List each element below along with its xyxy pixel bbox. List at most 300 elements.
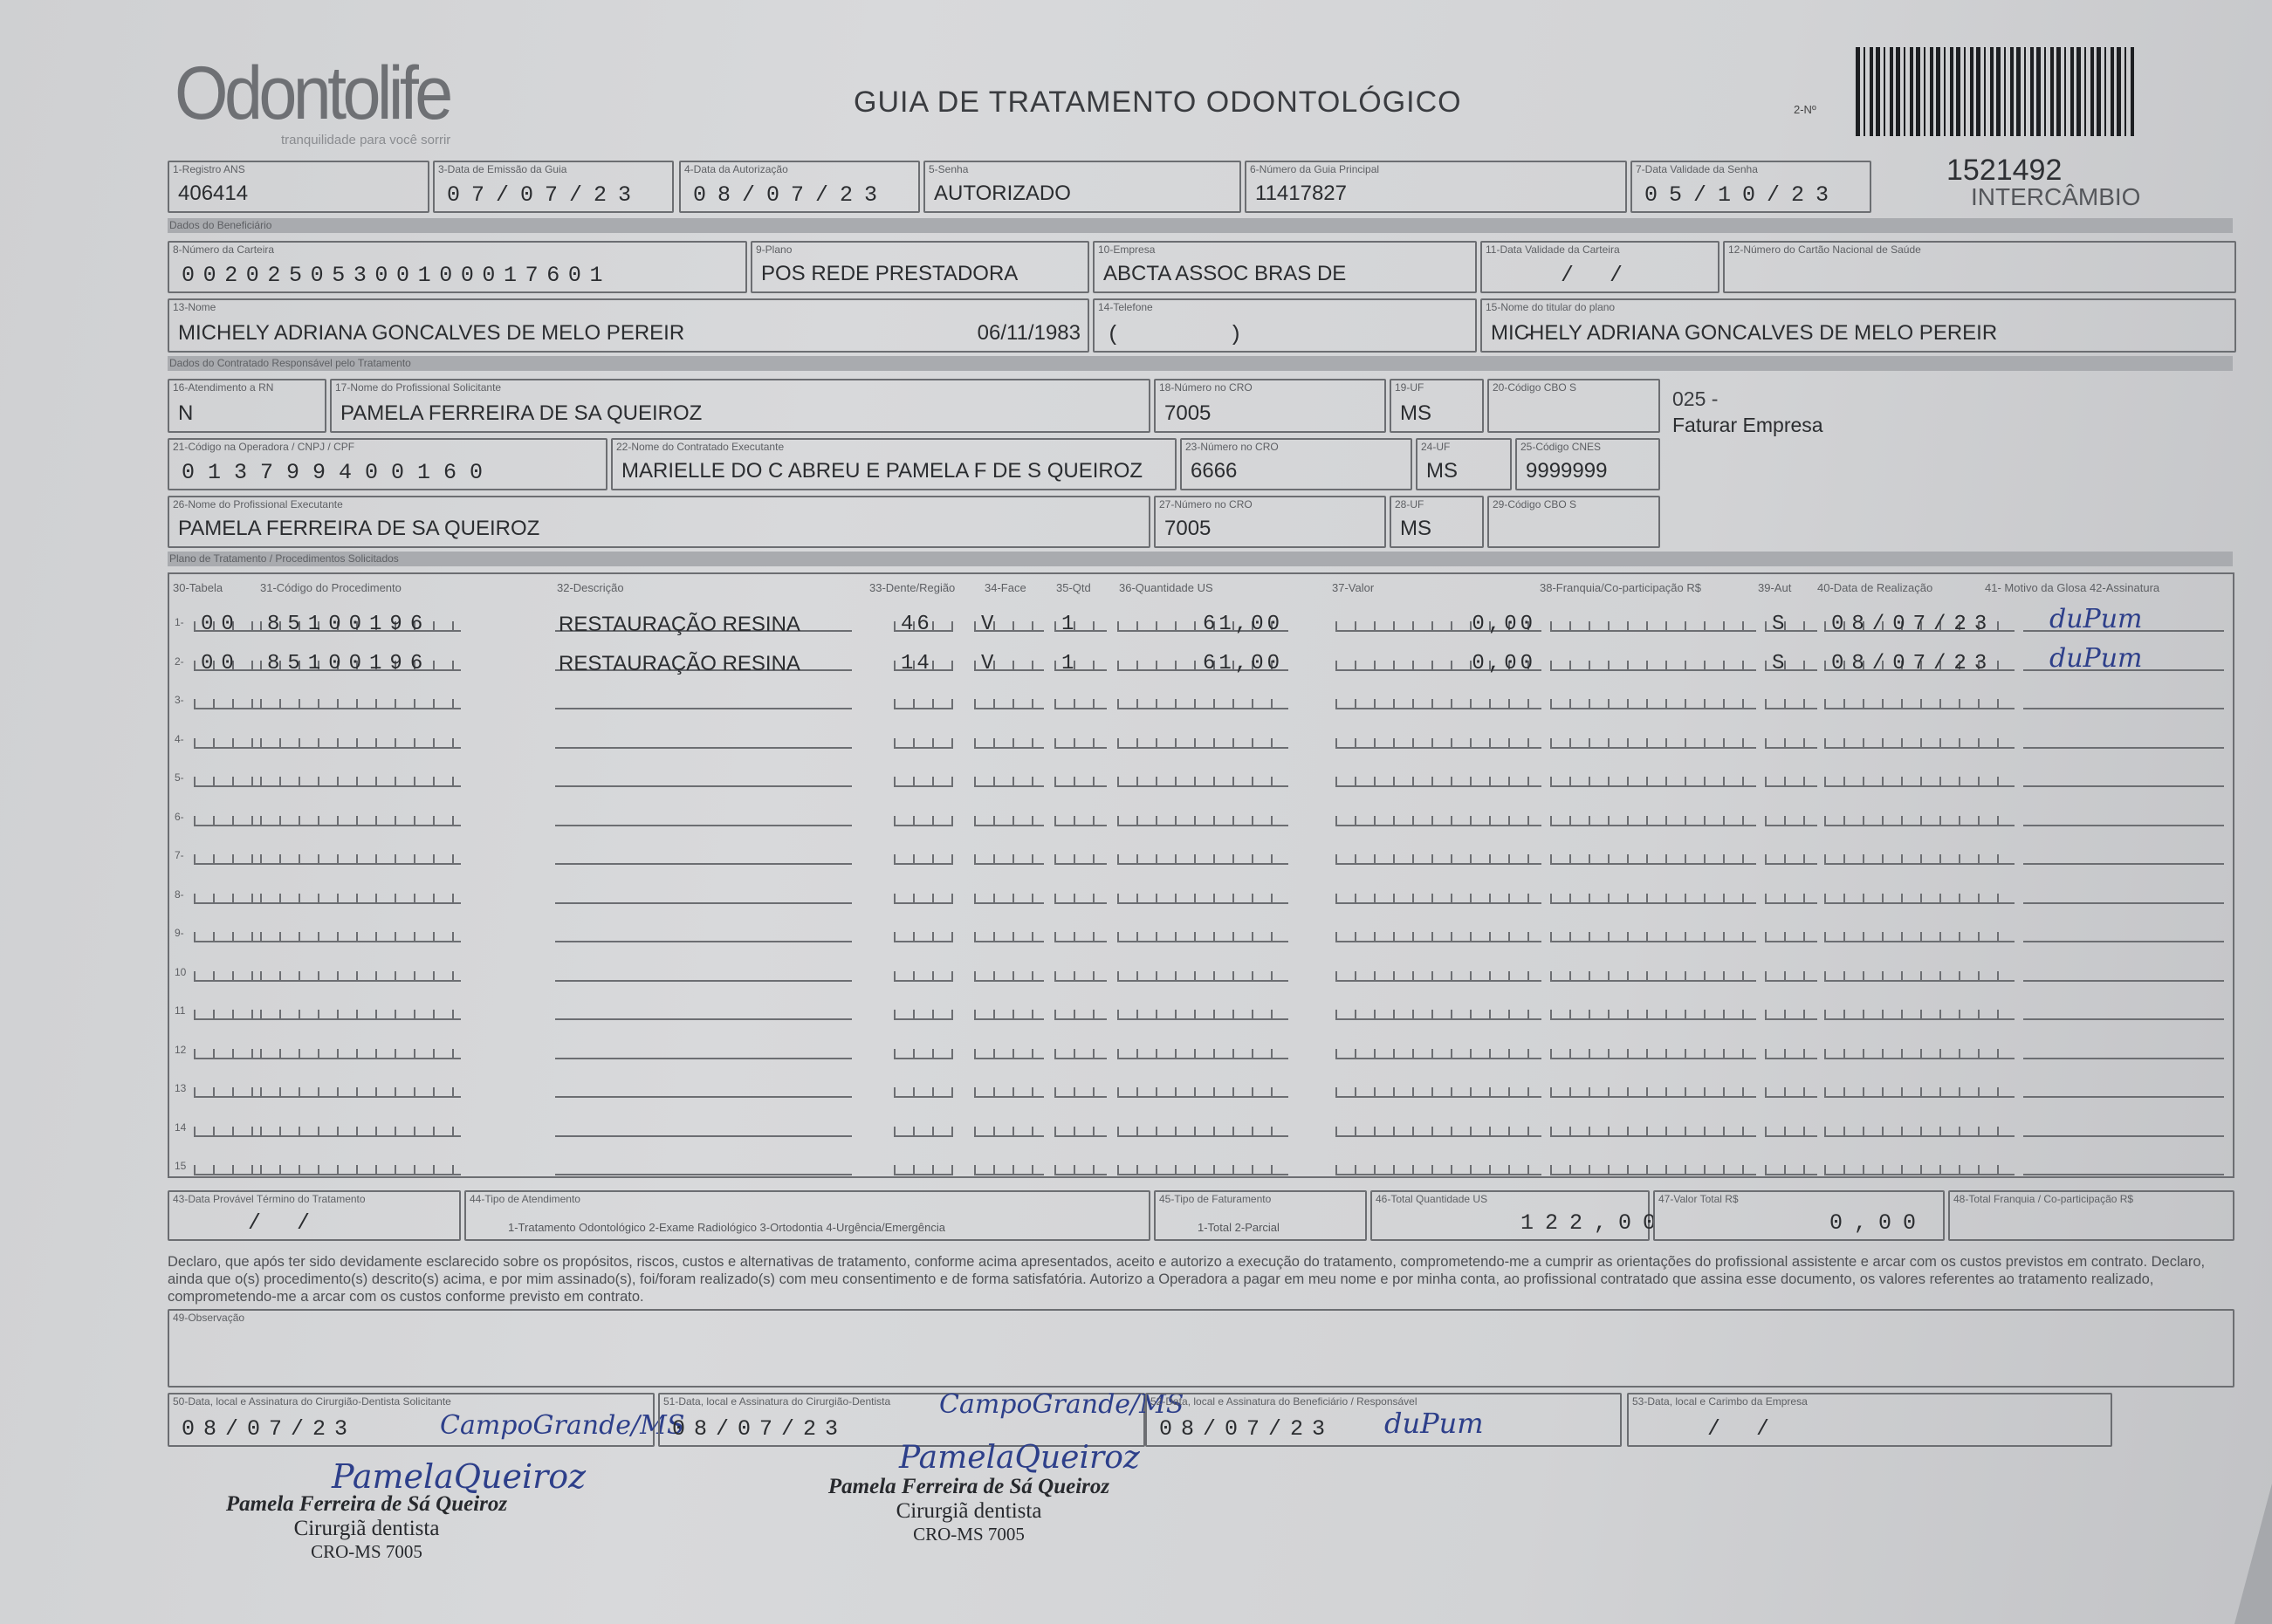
cell-tooth[interactable]: [894, 883, 953, 904]
cell-value: 46: [901, 613, 933, 636]
cell-desc[interactable]: [555, 689, 852, 709]
cell-sign[interactable]: [2023, 999, 2224, 1020]
cell-tooth[interactable]: [894, 922, 953, 942]
col-description: 32-Descrição: [557, 581, 624, 594]
cell-tooth[interactable]: [894, 1038, 953, 1059]
cell-value: 00: [201, 613, 242, 636]
field-value: 00202505300100017601: [182, 263, 612, 288]
cell-code[interactable]: [260, 922, 461, 942]
cell-date[interactable]: [1824, 689, 2015, 709]
field-label: 28-UF: [1395, 498, 1424, 510]
cell-tooth[interactable]: [894, 611, 953, 636]
cell-desc[interactable]: [555, 922, 852, 942]
cell-sign[interactable]: [2023, 689, 2224, 709]
field-health-card[interactable]: [1723, 241, 2236, 293]
field-billing-type[interactable]: [1154, 1190, 1367, 1241]
col-qty: 35-Qtd: [1056, 581, 1091, 594]
cell-face[interactable]: [974, 611, 1044, 636]
field-company[interactable]: [1093, 241, 1477, 293]
field-ans-registry[interactable]: [168, 161, 429, 213]
field-label: 50-Data, local e Assinatura do Cirurgião-Dentista Solicitante: [173, 1395, 451, 1408]
cell-table[interactable]: [194, 805, 264, 826]
cell-date[interactable]: [1824, 961, 2015, 982]
cell-date[interactable]: [1824, 883, 2015, 904]
field-value: 1-Tratamento Odontológico 2-Exame Radiológico 3-Ortodontia 4-Urgência/Emergência: [508, 1221, 945, 1234]
cell-table[interactable]: [194, 961, 264, 982]
cell-face[interactable]: [974, 961, 1044, 982]
cell-value[interactable]: [1335, 883, 1541, 904]
billing-mode: Faturar Empresa: [1672, 414, 1823, 436]
cell-copay[interactable]: [1550, 805, 1756, 826]
cell-table[interactable]: [194, 844, 264, 865]
cell-value[interactable]: [1335, 1077, 1541, 1098]
col-gloss-signature: 41- Motivo da Glosa 42-Assinatura: [1985, 581, 2160, 594]
cell-value[interactable]: [1335, 728, 1541, 749]
cell-qty[interactable]: [1054, 766, 1107, 787]
cell-face[interactable]: [974, 728, 1044, 749]
stamp-role: Cirurgiã dentista: [293, 1517, 440, 1540]
field-beneficiary-name[interactable]: [168, 298, 1089, 353]
cell-desc[interactable]: [555, 1077, 852, 1098]
cell-date[interactable]: [1824, 1155, 2015, 1175]
field-executing-contractor[interactable]: [611, 438, 1177, 490]
cell-value[interactable]: [1335, 805, 1541, 826]
cell-desc[interactable]: [555, 1155, 852, 1175]
cell-us[interactable]: [1117, 728, 1288, 749]
cell-sign[interactable]: [2023, 922, 2224, 942]
field-cro-number[interactable]: [1154, 379, 1386, 433]
table-row: [168, 600, 2233, 635]
field-label: 8-Número da Carteira: [173, 243, 275, 256]
cell-code[interactable]: [260, 728, 461, 749]
cell-code[interactable]: [260, 611, 461, 636]
field-password-validity[interactable]: [1630, 161, 1871, 213]
field-label: 6-Número da Guia Principal: [1250, 163, 1380, 175]
cell-value: 1: [1061, 613, 1078, 636]
cell-code[interactable]: [260, 1038, 461, 1059]
cell-date[interactable]: [1824, 999, 2015, 1020]
table-row: [168, 1144, 2233, 1179]
cell-aut[interactable]: [1765, 766, 1817, 787]
cell-desc[interactable]: [555, 999, 852, 1020]
row-number: 7-: [175, 849, 184, 861]
stamp-cro: CRO-MS 7005: [913, 1524, 1025, 1545]
cell-desc[interactable]: [555, 883, 852, 904]
field-label: 46-Total Quantidade US: [1376, 1193, 1488, 1205]
cell-aut[interactable]: [1765, 689, 1817, 709]
field-label: 19-UF: [1395, 381, 1424, 394]
cell-code[interactable]: [260, 961, 461, 982]
field-label: 7-Data Validade da Senha: [1636, 163, 1758, 175]
field-cbo-2[interactable]: [1487, 496, 1660, 548]
cell-aut[interactable]: [1765, 728, 1817, 749]
cell-tooth[interactable]: [894, 961, 953, 982]
cell-face[interactable]: [974, 689, 1044, 709]
cell-value: 1: [1061, 651, 1078, 675]
cell-qty[interactable]: [1054, 689, 1107, 709]
cell-sign[interactable]: [2023, 805, 2224, 826]
cell-value: 85100196: [267, 651, 431, 675]
cell-us[interactable]: [1117, 650, 1288, 675]
field-label: 24-UF: [1421, 441, 1451, 453]
field-uf-3[interactable]: [1390, 496, 1484, 548]
cell-copay[interactable]: [1550, 1038, 1756, 1059]
cell-sign[interactable]: [2023, 961, 2224, 982]
cell-value: 08/07/23: [1831, 651, 1995, 675]
field-total-us[interactable]: [1370, 1190, 1668, 1241]
cell-us[interactable]: [1117, 689, 1288, 709]
cell-aut[interactable]: [1765, 611, 1817, 636]
field-label: 51-Data, local e Assinatura do Cirurgião-Dentista: [663, 1395, 891, 1408]
guide-number-label: 2-Nº: [1794, 103, 1816, 116]
field-holder-name[interactable]: [1480, 298, 2236, 353]
barcode: [1856, 47, 2137, 136]
table-row: [168, 911, 2233, 946]
cell-code[interactable]: [260, 650, 461, 675]
field-label: 16-Atendimento a RN: [173, 381, 274, 394]
row-number: 8-: [175, 887, 184, 901]
cell-desc[interactable]: [555, 844, 852, 865]
field-attendance-type[interactable]: [464, 1190, 1150, 1241]
cell-face[interactable]: [974, 650, 1044, 675]
row-number: 9-: [175, 927, 184, 939]
cell-qty[interactable]: [1054, 844, 1107, 865]
row-number: 15: [175, 1160, 187, 1172]
signature-place: CampoGrande/MS: [440, 1410, 685, 1441]
cell-aut[interactable]: [1765, 883, 1817, 904]
cell-us[interactable]: [1117, 1116, 1288, 1137]
field-label: 13-Nome: [173, 301, 216, 313]
cell-value[interactable]: [1335, 922, 1541, 942]
field-label: 17-Nome do Profissional Solicitante: [335, 381, 502, 394]
table-row: [168, 833, 2233, 868]
cell-value[interactable]: [1335, 650, 1541, 675]
cell-us[interactable]: [1117, 1077, 1288, 1098]
cell-aut[interactable]: [1765, 1038, 1817, 1059]
cell-aut[interactable]: [1765, 999, 1817, 1020]
field-card-number[interactable]: [168, 241, 747, 293]
table-row: [168, 795, 2233, 830]
cell-table[interactable]: [194, 1155, 264, 1175]
cell-copay[interactable]: [1550, 1155, 1756, 1175]
cell-sign[interactable]: [2023, 844, 2224, 865]
cell-copay[interactable]: [1550, 611, 1756, 632]
cell-code[interactable]: [260, 1077, 461, 1098]
cell-value[interactable]: [1335, 766, 1541, 787]
field-value: 7005: [1164, 401, 1212, 425]
cell-face[interactable]: [974, 805, 1044, 826]
field-value: 08/07/23: [693, 182, 889, 208]
cell-qty[interactable]: [1054, 1116, 1107, 1137]
cell-date[interactable]: [1824, 1116, 2015, 1137]
field-value: MS: [1426, 459, 1458, 483]
cell-us[interactable]: [1117, 844, 1288, 865]
cell-us[interactable]: [1117, 999, 1288, 1020]
field-card-validity[interactable]: [1480, 241, 1719, 293]
field-cnes[interactable]: [1515, 438, 1660, 490]
field-requesting-signature[interactable]: [168, 1393, 685, 1447]
cell-code[interactable]: [260, 844, 461, 865]
cell-qty[interactable]: [1054, 1038, 1107, 1059]
cell-code[interactable]: [260, 999, 461, 1020]
cell-date[interactable]: [1824, 728, 2015, 749]
field-value: MS: [1400, 401, 1431, 425]
cell-value: 14: [901, 651, 933, 675]
field-executing-professional[interactable]: [168, 496, 1150, 548]
field-uf[interactable]: [1390, 379, 1484, 433]
cell-date[interactable]: [1824, 805, 2015, 826]
cell-code[interactable]: [260, 883, 461, 904]
cell-copay[interactable]: [1550, 766, 1756, 787]
cell-aut[interactable]: [1765, 922, 1817, 942]
cell-tooth[interactable]: [894, 728, 953, 749]
cell-us[interactable]: [1117, 961, 1288, 982]
dentist-stamp-1: [218, 1492, 515, 1563]
cell-copay[interactable]: [1550, 1116, 1756, 1137]
cell-sign[interactable]: [2023, 766, 2224, 787]
section-title: Plano de Tratamento / Procedimentos Solicitados: [169, 552, 399, 565]
cell-copay[interactable]: [1550, 844, 1756, 865]
cell-qty[interactable]: [1054, 805, 1107, 826]
col-aut: 39-Aut: [1758, 581, 1792, 594]
cell-aut[interactable]: [1765, 805, 1817, 826]
cell-desc[interactable]: [555, 766, 852, 787]
cell-date[interactable]: [1824, 611, 2015, 636]
field-uf-2[interactable]: [1416, 438, 1512, 490]
cell-sign[interactable]: [2023, 1155, 2224, 1175]
cell-sign[interactable]: [2023, 1077, 2224, 1098]
field-password[interactable]: [923, 161, 1241, 213]
cell-qty[interactable]: [1054, 650, 1107, 675]
cell-copay[interactable]: [1550, 1077, 1756, 1098]
cell-copay[interactable]: [1550, 922, 1756, 942]
field-value: ABCTA ASSOC BRAS DE: [1103, 262, 1347, 285]
cell-value[interactable]: [1335, 1155, 1541, 1175]
cell-value[interactable]: [1335, 1038, 1541, 1059]
field-value: MICHELY ADRIANA GONCALVES DE MELO PEREIR: [178, 321, 685, 345]
field-label: 52-Data, local e Assinatura do Beneficiário / Responsável: [1150, 1395, 1417, 1408]
field-label: 45-Tipo de Faturamento: [1159, 1193, 1272, 1205]
cell-value: 0,00: [1472, 651, 1536, 675]
field-total-copay[interactable]: [1948, 1190, 2234, 1241]
cell-desc[interactable]: [555, 1038, 852, 1059]
cell-tooth[interactable]: [894, 1155, 953, 1175]
field-value: 122,00: [1520, 1210, 1668, 1236]
cell-copay[interactable]: [1550, 999, 1756, 1020]
cell-us[interactable]: [1117, 805, 1288, 826]
cell-table[interactable]: [194, 922, 264, 942]
cell-desc[interactable]: [555, 650, 852, 675]
cell-value[interactable]: [1335, 844, 1541, 865]
cell-tooth[interactable]: [894, 1116, 953, 1137]
field-cro-number-2[interactable]: [1180, 438, 1412, 490]
cell-aut[interactable]: [1765, 1077, 1817, 1098]
cell-table[interactable]: [194, 1038, 264, 1059]
cell-us[interactable]: [1117, 611, 1288, 636]
cell-tooth[interactable]: [894, 1077, 953, 1098]
cell-face[interactable]: [974, 766, 1044, 787]
field-company-stamp[interactable]: [1627, 1393, 2112, 1447]
exchange-label: INTERCÂMBIO: [1971, 183, 2141, 210]
cell-code[interactable]: [260, 1116, 461, 1137]
stamp-name: Pamela Ferreira de Sá Queiroz: [225, 1492, 508, 1516]
cell-copay[interactable]: [1550, 650, 1756, 671]
cell-face[interactable]: [974, 922, 1044, 942]
cell-tooth[interactable]: [894, 650, 953, 675]
field-value: 9999999: [1526, 459, 1608, 483]
field-label: 9-Plano: [756, 243, 793, 256]
cell-table[interactable]: [194, 611, 264, 636]
cell-face[interactable]: [974, 1038, 1044, 1059]
cell-aut[interactable]: [1765, 1116, 1817, 1137]
cell-date[interactable]: [1824, 1038, 2015, 1059]
field-value: PAMELA FERREIRA DE SA QUEIROZ: [340, 401, 703, 425]
cell-table[interactable]: [194, 1077, 264, 1098]
cell-copay[interactable]: [1550, 728, 1756, 749]
cell-aut[interactable]: [1765, 1155, 1817, 1175]
cell-table[interactable]: [194, 999, 264, 1020]
cell-value[interactable]: [1335, 999, 1541, 1020]
cell-qty[interactable]: [1054, 1077, 1107, 1098]
cell-qty[interactable]: [1054, 999, 1107, 1020]
cell-us[interactable]: [1117, 1038, 1288, 1059]
cell-table[interactable]: [194, 728, 264, 749]
cell-tooth[interactable]: [894, 844, 953, 865]
table-row: [168, 1066, 2233, 1101]
cell-sign[interactable]: [2023, 883, 2224, 904]
field-cro-number-3[interactable]: [1154, 496, 1386, 548]
cell-us[interactable]: [1117, 922, 1288, 942]
cell-face[interactable]: [974, 999, 1044, 1020]
cell-qty[interactable]: [1054, 611, 1107, 636]
cell-code[interactable]: [260, 1155, 461, 1175]
cell-face[interactable]: [974, 1155, 1044, 1175]
cell-copay[interactable]: [1550, 961, 1756, 982]
field-authorization-date[interactable]: [679, 161, 920, 213]
field-requesting-professional[interactable]: [330, 379, 1150, 433]
field-label: 14-Telefone: [1098, 301, 1153, 313]
field-rn-attendance[interactable]: [168, 379, 326, 433]
cell-aut[interactable]: [1765, 961, 1817, 982]
field-issue-date[interactable]: [433, 161, 674, 213]
field-value: 013799400160: [182, 460, 497, 485]
field-label: 44-Tipo de Atendimento: [470, 1193, 580, 1205]
cell-us[interactable]: [1117, 1155, 1288, 1175]
cell-aut[interactable]: [1765, 844, 1817, 865]
cell-tooth[interactable]: [894, 689, 953, 709]
field-operator-code[interactable]: [168, 438, 607, 490]
cell-tooth[interactable]: [894, 766, 953, 787]
field-value: 0,00: [1829, 1210, 1928, 1236]
dentist-stamp-2: [820, 1475, 1117, 1545]
field-label: 49-Observação: [173, 1312, 245, 1324]
field-beneficiary-signature[interactable]: [1145, 1393, 1622, 1447]
cell-desc[interactable]: [555, 805, 852, 826]
cell-table[interactable]: [194, 689, 264, 709]
cell-code[interactable]: [260, 766, 461, 787]
cell-face[interactable]: [974, 1077, 1044, 1098]
cell-table[interactable]: [194, 766, 264, 787]
field-main-guide-number[interactable]: [1245, 161, 1627, 213]
cell-sign[interactable]: [2023, 728, 2224, 749]
cell-qty[interactable]: [1054, 883, 1107, 904]
cell-qty[interactable]: [1054, 961, 1107, 982]
cell-face[interactable]: [974, 883, 1044, 904]
field-phone[interactable]: [1093, 298, 1548, 353]
cell-value[interactable]: [1335, 611, 1541, 636]
cell-date[interactable]: [1824, 650, 2015, 675]
cell-sign[interactable]: [2023, 1038, 2224, 1059]
col-value: 37-Valor: [1332, 581, 1375, 594]
cell-tooth[interactable]: [894, 999, 953, 1020]
cell-copay[interactable]: [1550, 689, 1756, 709]
field-label: 47-Valor Total R$: [1658, 1193, 1739, 1205]
row-number: 14: [175, 1120, 187, 1134]
field-label: 4-Data da Autorização: [684, 163, 788, 175]
cell-date[interactable]: [1824, 922, 2015, 942]
cell-value[interactable]: [1335, 689, 1541, 709]
cell-us[interactable]: [1117, 766, 1288, 787]
field-value: / /: [1561, 263, 1635, 288]
field-label: 18-Número no CRO: [1159, 381, 1253, 394]
cell-desc[interactable]: [555, 1116, 852, 1137]
cell-desc[interactable]: [555, 728, 852, 749]
birth-date: 06/11/1983: [977, 321, 1081, 345]
cell-code[interactable]: [260, 805, 461, 826]
cell-sign[interactable]: [2023, 1116, 2224, 1137]
field-observation[interactable]: [168, 1309, 2234, 1388]
cell-desc[interactable]: [555, 961, 852, 982]
field-end-date[interactable]: [168, 1190, 461, 1241]
cell-face[interactable]: [974, 1116, 1044, 1137]
cell-table[interactable]: [194, 883, 264, 904]
cell-value: 61,00: [1202, 613, 1283, 636]
cell-date[interactable]: [1824, 766, 2015, 787]
field-dentist-signature[interactable]: [658, 1389, 1184, 1447]
cell-table[interactable]: [194, 1116, 264, 1137]
cell-value[interactable]: [1335, 961, 1541, 982]
cell-qty[interactable]: [1054, 922, 1107, 942]
field-label: 5-Senha: [929, 163, 969, 175]
field-cbo[interactable]: [1487, 379, 1660, 433]
cell-table[interactable]: [194, 650, 264, 675]
stamp-cro: CRO-MS 7005: [311, 1541, 422, 1562]
cell-qty[interactable]: [1054, 1155, 1107, 1175]
field-label: 23-Número no CRO: [1185, 441, 1279, 453]
cell-sign[interactable]: [2023, 604, 2224, 634]
cell-us[interactable]: [1117, 883, 1288, 904]
cell-date[interactable]: [1824, 1077, 2015, 1098]
cell-value: 61,00: [1202, 651, 1283, 675]
field-label: 10-Empresa: [1098, 243, 1156, 256]
cell-sign[interactable]: [2023, 642, 2224, 674]
field-label: 21-Código na Operadora / CNPJ / CPF: [173, 441, 355, 453]
cell-code[interactable]: [260, 689, 461, 709]
cell-value: duPum: [2049, 642, 2143, 674]
field-total-value[interactable]: [1653, 1190, 1945, 1241]
field-value: / /: [248, 1210, 322, 1236]
signature-date: 08/07/23: [672, 1416, 848, 1442]
field-plan[interactable]: [751, 241, 1089, 293]
cell-copay[interactable]: [1550, 883, 1756, 904]
cell-value[interactable]: [1335, 1116, 1541, 1137]
cell-qty[interactable]: [1054, 728, 1107, 749]
cell-tooth[interactable]: [894, 805, 953, 826]
cell-face[interactable]: [974, 844, 1044, 865]
cell-date[interactable]: [1824, 844, 2015, 865]
cell-aut[interactable]: [1765, 650, 1817, 675]
cell-desc[interactable]: [555, 611, 852, 636]
